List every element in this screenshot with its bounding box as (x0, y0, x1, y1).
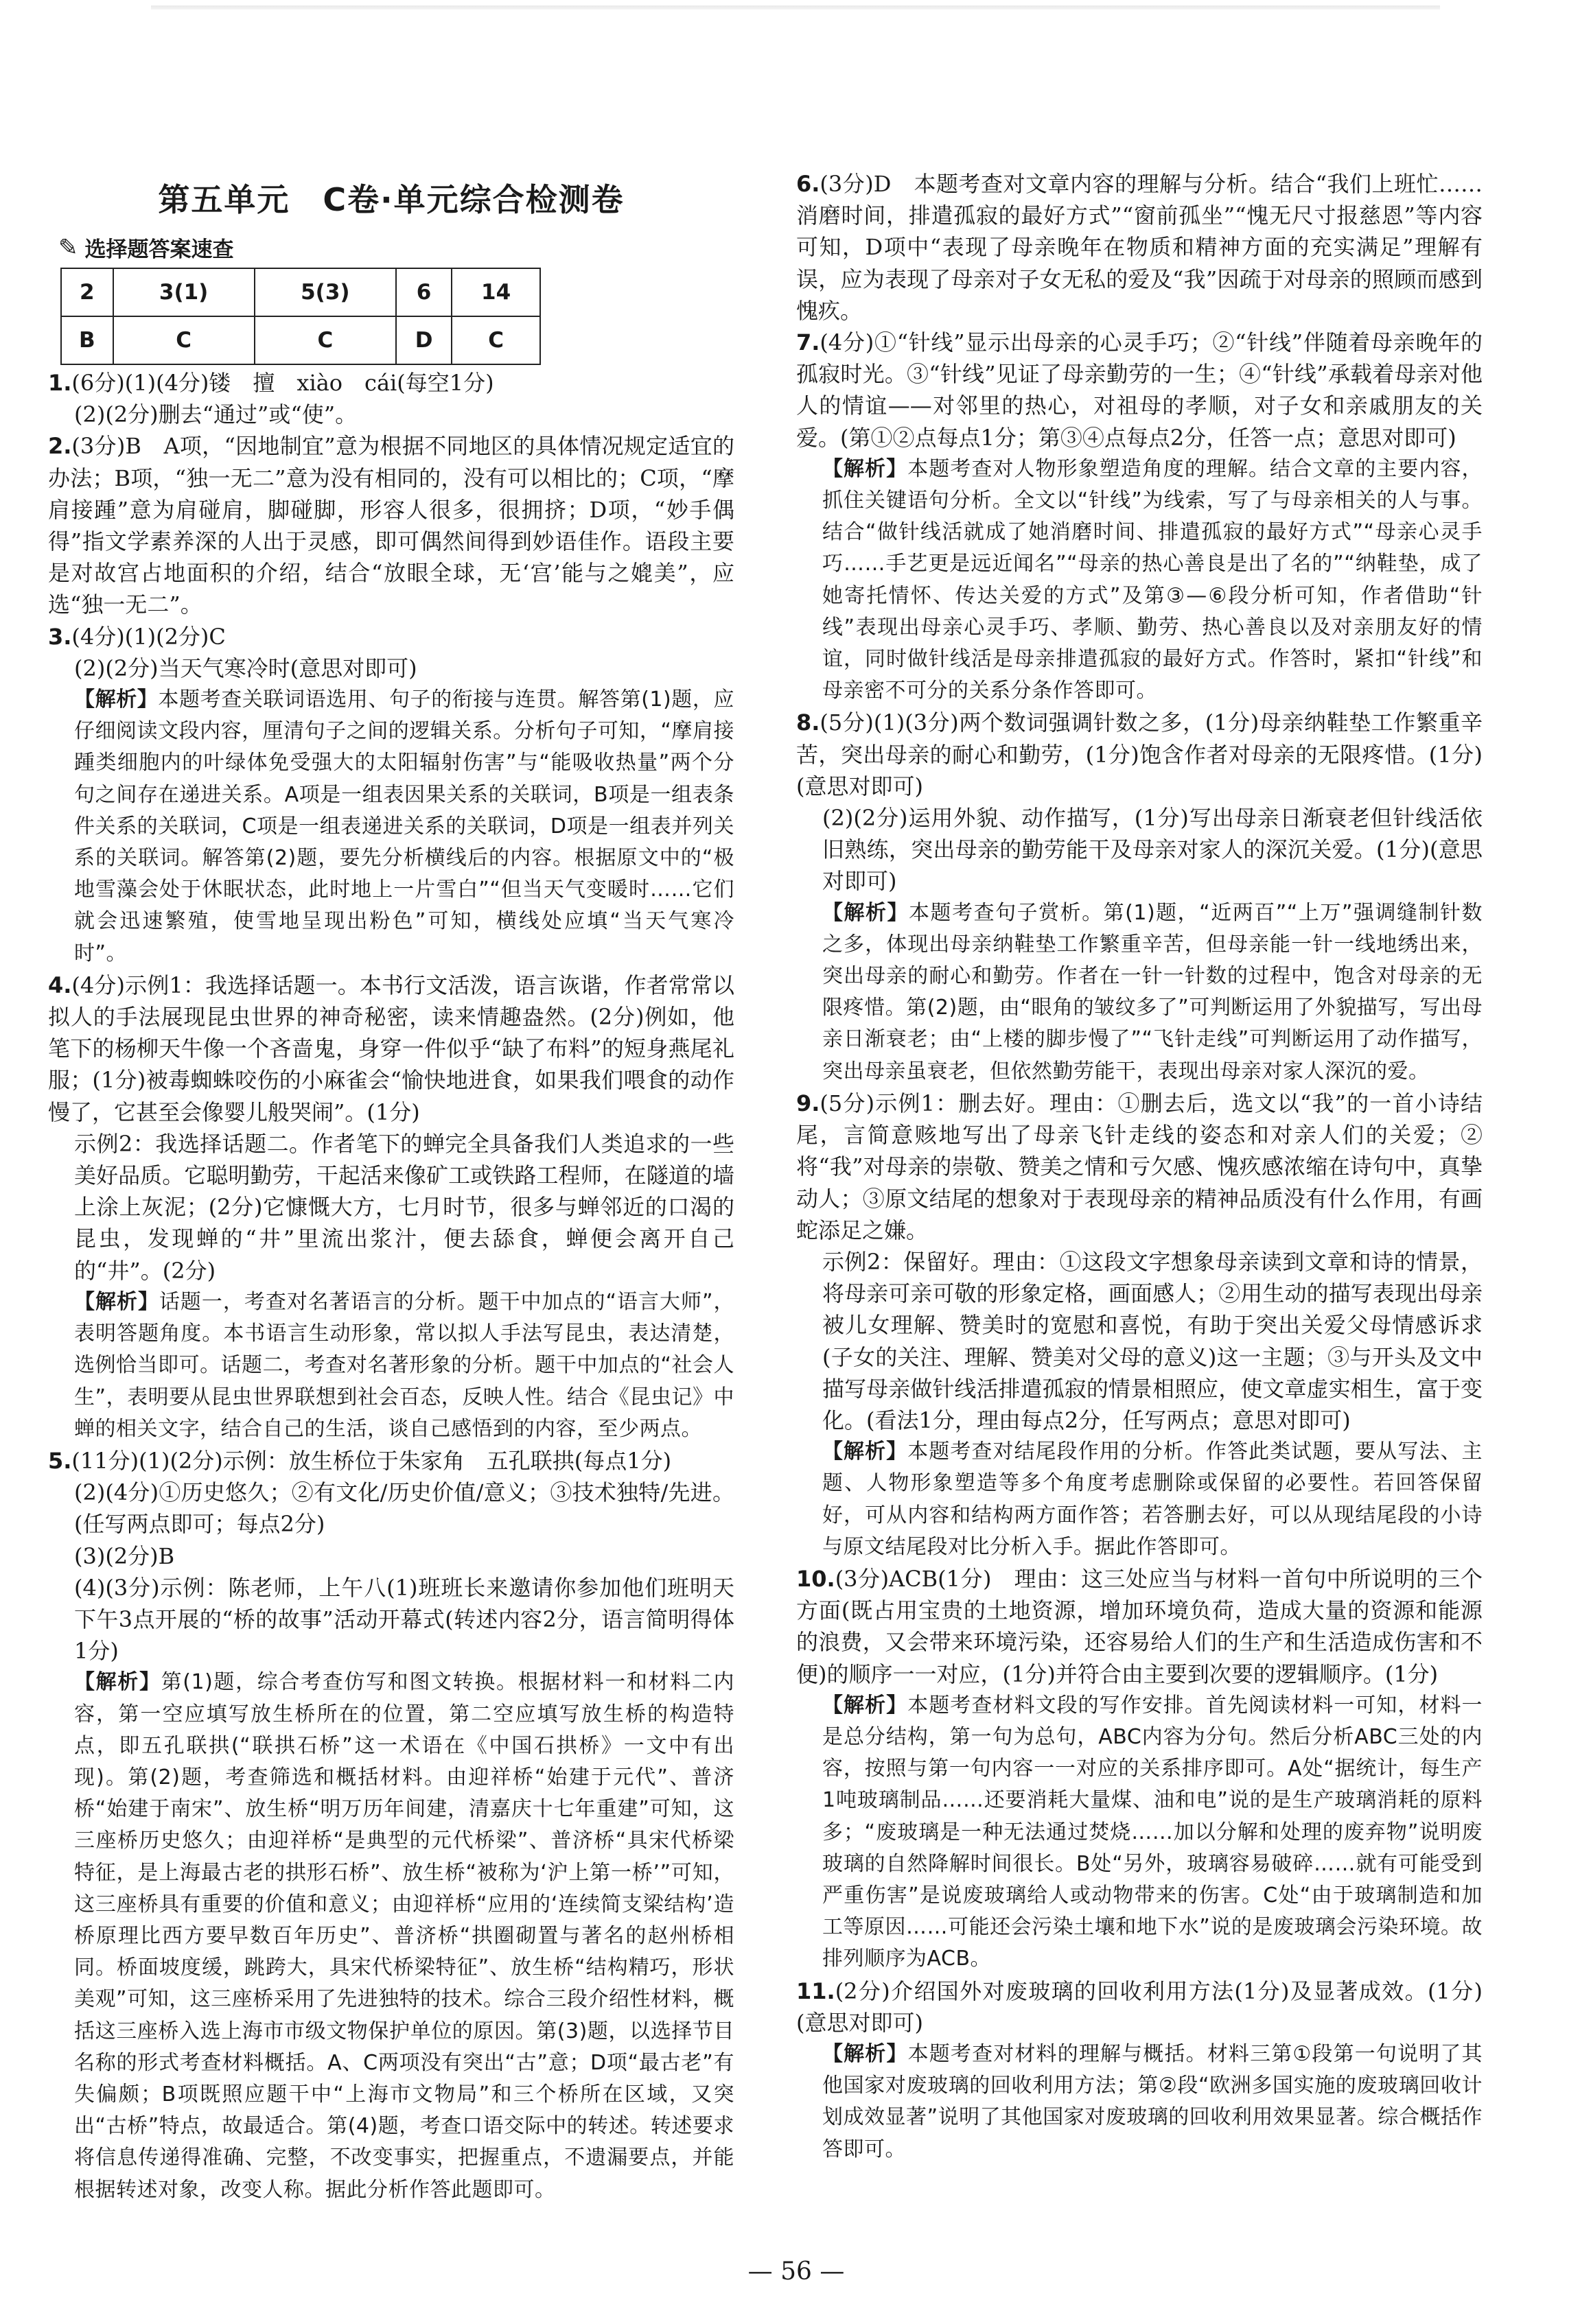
answer-key-question: 3(1) (113, 268, 255, 316)
analysis-paragraph (796, 454, 1483, 707)
answer-key-answer: C (255, 316, 396, 364)
answer-key-question: 2 (61, 268, 113, 316)
answer-text: (2)(2分)运用外貌、动作描写，(1分)写出母亲日渐衰老但针线活依旧熟练，突出母亲的勤劳能干及母亲对家人的深沉关爱。(1分)(意思对即可) (822, 805, 1483, 895)
analysis-paragraph (48, 1667, 734, 2205)
answer-sub-item (48, 399, 734, 430)
pencil-icon: ✎ (58, 233, 78, 261)
analysis-tag: 【解析】 (822, 1440, 908, 1464)
question-number: 3. (48, 623, 72, 650)
answer-item (796, 327, 1483, 454)
answer-text: 本题考查对结尾段作用的分析。作答此类试题，要从写法、主题、人物形象塑造等多个角度考虑删除或保留的必要性。若回答保留好，可从内容和结构两方面作答；若答删去好，可以从现结尾段的小诗与原文结尾段对比分析入手。据此作答即可。 (822, 1440, 1483, 1559)
answer-text: (3分)D 本题考查对文章内容的理解与分析。结合“我们上班忙……消磨时间，排遣孤寂的最好方式”“窗前孤坐”“愧无尺寸报慈恩”等内容可知，D项中“表现了母亲晚年在物质和精神方面的充实满足”理解有误，应为表现了母亲对子女无私的爱及“我”因疏于对母亲的照顾而感到愧疚。 (796, 171, 1483, 324)
analysis-paragraph (796, 2039, 1483, 2165)
answer-sub-item (48, 1477, 734, 1540)
question-number: 8. (796, 709, 820, 736)
answer-text: 第(1)题，综合考查仿写和图文转换。根据材料一和材料二内容，第一空应填写放生桥所在的位置，第二空应填写放生桥的构造特点，即五孔联拱(“联拱石桥”这一术语在《中国石拱桥》一文中有出现)。第(2)题，考查筛选和概括材料。由迎祥桥“始建于元代”、普济桥“始建于南宋”、放生桥“明万历年间建，清嘉庆十七年重建”可知，这三座桥历史悠久；由迎祥桥“是典型的元代桥梁”、普济桥“具宋代桥梁特征，是上海最古老的拱形石桥”、放生桥“被称为‘沪上第一桥’”可知，这三座桥具有重要的价值和意义；由迎祥桥“应用的‘连续简支梁结构’造桥原理比西方要早数百年历史”、普济桥“拱圈砌置与著名的赵州桥相同。桥面坡度缓，跳跨大，具宋代桥梁特征”、放生桥“结构精巧，形状美观”可知，这三座桥采用了先进独特的技术。综合三段介绍性材料，概括这三座桥入选上海市市级文物保护单位的原因。第(3)题，以选择节目名称的形式考查材料概括。A、C两项没有突出“古”意；D项“最古老”有失偏颇；B项既照应题干中“上海市文物局”和三个桥所在区域，又突出“古桥”特点，故最适合。第(4)题，考查口语交际中的转述。转述要求将信息传递得准确、完整，不改变事实，把握重点，不遗漏要点，并能根据转述对象，改变人称。据此分析作答此题即可。 (74, 1670, 734, 2202)
right-column (796, 168, 1483, 2165)
analysis-paragraph (796, 897, 1483, 1088)
question-number: 2. (48, 433, 72, 460)
question-number: 5. (48, 1447, 72, 1474)
analysis-tag: 【解析】 (74, 688, 159, 712)
answer-item (48, 1445, 734, 1477)
answer-key-answer: D (396, 316, 452, 364)
question-number: 9. (796, 1090, 820, 1116)
question-number: 10. (796, 1565, 835, 1592)
analysis-paragraph (796, 1690, 1483, 1975)
answer-sub-item (48, 1540, 734, 1572)
question-number: 4. (48, 972, 72, 998)
answer-text: (2)(4分)①历史悠久；②有文化/历史价值/意义；③技术独特/先进。(任写两点即可；每点2分) (74, 1479, 734, 1538)
answer-item (48, 621, 734, 653)
answer-text: 话题一，考查对名著语言的分析。题干中加点的“语言大师”，表明答题角度。本书语言生动形象，常以拟人手法写昆虫，表达清楚，选例恰当即可。话题二，考查对名著形象的分析。题干中加点的“社会人生”，表明要从昆虫世界联想到社会百态，反映人性。结合《昆虫记》中蝉的相关文字，结合自己的生活，谈自己感悟到的内容，至少两点。 (74, 1289, 735, 1441)
answer-text: (3分)B A项，“因地制宜”意为根据不同地区的具体情况规定适宜的办法；B项，“独一无二”意为没有相同的，没有可以相比的；C项，“摩肩接踵”意为肩碰肩，脚碰脚，形容人很多，很拥挤；D项，“妙手偶得”指文学素养深的人出于灵感，即可偶然间得到妙语佳作。语段主要是对故宫占地面积的介绍，结合“放眼全球，无‘宫’能与之媲美”，应选“独一无二”。 (48, 433, 734, 618)
answer-text: 本题考查材料文段的写作安排。首先阅读材料一可知，材料一是总分结构，第一句为总句，ABC内容为分句。然后分析ABC三处的内容，按照与第一句内容一一对应的关系排序即可。A处“据统计，每生产1吨玻璃制品……还要消耗大量煤、油和电”说的是生产玻璃消耗的原料多；“废玻璃是一种无法通过焚烧……加以分解和处理的废弃物”说明废玻璃的自然降解时间很长。B处“另外，玻璃容易破碎……就有可能受到严重伤害”是说废玻璃给人或动物带来的伤害。C处“由于玻璃制造和加工等原因……可能还会污染土壤和地下水”说的是废玻璃会污染环境。故排列顺序为ACB。 (822, 1693, 1483, 1971)
answer-item (48, 367, 734, 399)
answer-item (796, 707, 1483, 802)
answer-item (796, 168, 1483, 327)
answer-text: (4分)示例1：我选择话题一。本书行文活泼，语言诙谐，作者常常以拟人的手法展现昆虫世界的神奇秘密，读来情趣盎然。(2分)例如，他笔下的杨柳天牛像一个吝啬鬼，身穿一件似乎“缺了布料”的短身燕尾礼服；(1分)被毒蜘蛛咬伤的小麻雀会“愉快地进食，如果我们喂食的动作慢了，它甚至会像婴儿般哭闹”。(1分) (48, 972, 734, 1125)
analysis-tag: 【解析】 (822, 456, 908, 481)
analysis-tag: 【解析】 (822, 1693, 908, 1717)
answer-sub-item (48, 1128, 734, 1287)
answer-text: (4)(3分)示例：陈老师，上午八(1)班班长来邀请你参加他们班明天下午3点开展的“桥的故事”活动开幕式(转述内容2分，语言简明得体1分) (74, 1574, 734, 1665)
page-number: — 56 — (747, 2257, 845, 2286)
answer-text: (4分)(1)(2分)C (71, 623, 226, 650)
analysis-tag: 【解析】 (74, 1289, 159, 1314)
analysis-paragraph (796, 1436, 1483, 1563)
answer-key-question-row (61, 268, 540, 316)
answer-key-answer: B (61, 316, 113, 364)
page-title: 第五单元 C卷·单元综合检测卷 (158, 181, 625, 218)
answer-text: 本题考查关联词语选用、句子的衔接与连贯。解答第(1)题，应仔细阅读文段内容，厘清句子之间的逻辑关系。分析句子可知，“摩肩接踵类细胞内的叶绿体免受强大的太阳辐射伤害”与“能吸收热量”两个分句之间存在递进关系。A项是一组表因果关系的关联词，B项是一组表条件关系的关联词，C项是一组表递进关系的关联词，D项是一组表并列关系的关联词。解答第(2)题，要先分析横线后的内容。根据原文中的“极地雪藻会处于休眠状态，此时地上一片雪白”“但当天气变暖时……它们就会迅速繁殖，使雪地呈现出粉色”可知，横线处应填“当天气寒冷时”。 (74, 688, 735, 965)
analysis-paragraph (48, 684, 734, 970)
answer-text: (3分)ACB(1分) 理由：这三处应当与材料一首句中所说明的三个方面(既占用宝贵的土地资源，增加环境负荷，造成大量的资源和能源的浪费，又会带来环境污染，还容易给人们的生产和生活造成伤害和不便)的顺序一一对应，(1分)并符合由主要到次要的逻辑顺序。(1分) (796, 1565, 1483, 1687)
answer-key-answer: C (113, 316, 255, 364)
top-decoration-bar (151, 5, 1440, 10)
answer-item (796, 1563, 1483, 1690)
answer-key-table (60, 268, 541, 365)
analysis-tag: 【解析】 (822, 900, 909, 925)
answer-sub-item (48, 1572, 734, 1667)
answer-text: (2分)介绍国外对废玻璃的回收利用方法(1分)及显著成效。(1分)(意思对即可) (796, 1977, 1483, 2036)
answer-key-heading-label: 选择题答案速查 (84, 237, 234, 262)
answer-item (796, 1088, 1483, 1246)
analysis-tag: 【解析】 (74, 1670, 161, 1695)
answer-text: (2)(2分)当天气寒冷时(意思对即可) (74, 655, 417, 681)
question-number: 7. (796, 329, 820, 356)
answer-key-heading (58, 232, 234, 263)
answer-text: (6分)(1)(4分)镂 擅 xiào cái(每空1分) (71, 370, 494, 396)
answer-text: 示例2：保留好。理由：①这段文字想象母亲读到文章和诗的情景，将母亲可亲可敬的形象定格，画面感人；②用生动的描写表现出母亲被儿女理解、赞美时的宽慰和喜悦，有助于突出关爱父母情感诉求(子女的关注、理解、赞美对父母的意义)这一主题；③与开头及文中描写母亲做针线活排遣孤寂的情景相照应，使文章虚实相生，富于变化。(看法1分，理由每点2分，任写两点；意思对即可) (822, 1248, 1483, 1433)
left-column (48, 367, 734, 2206)
question-number: 6. (796, 171, 820, 197)
answer-text: 本题考查对人物形象塑造角度的理解。结合文章的主要内容，抓住关键语句分析。全文以“针线”为线索，写了与母亲相关的人与事。结合“做针线活就成了她消磨时间、排遣孤寂的最好方式”“母亲心灵手巧……手艺更是远近闻名”“母亲的热心善良是出了名的”“纳鞋垫，成了她寄托情怀、传达关爱的方式”及第③—⑥段分析可知，作者借助“针线”表现出母亲心灵手巧、孝顺、勤劳、热心善良以及对亲朋友好的情谊，同时做针线活是母亲排遣孤寂的最好方式。作答时，紧扣“针线”和母亲密不可分的关系分条作答即可。 (822, 456, 1483, 703)
answer-key-answer: C (452, 316, 540, 364)
answer-text: 本题考查对材料的理解与概括。材料三第①段第一句说明了其他国家对废玻璃的回收利用方法；第②段“欧洲多国实施的废玻璃回收计划成效显著”说明了其他国家对废玻璃的回收利用效果显著。综合概括作答即可。 (822, 2041, 1483, 2161)
question-number: 11. (796, 1977, 835, 2004)
answer-key-question: 14 (452, 268, 540, 316)
answer-key-question: 5(3) (255, 268, 396, 316)
answer-item (48, 970, 734, 1128)
question-number: 1. (48, 370, 72, 396)
analysis-paragraph (48, 1287, 734, 1445)
answer-sub-item (796, 1246, 1483, 1436)
answer-item (796, 1975, 1483, 2039)
answer-text: (4分)①“针线”显示出母亲的心灵手巧；②“针线”伴随着母亲晚年的孤寂时光。③“针线”见证了母亲勤劳的一生；④“针线”承载着母亲对他人的情谊——对邻里的热心，对祖母的孝顺，对子女和亲戚朋友的关爱。(第①②点每点1分；第③④点每点2分，任答一点；意思对即可) (796, 329, 1483, 451)
answer-sub-item (48, 653, 734, 684)
answer-key-question: 6 (396, 268, 452, 316)
answer-item (48, 430, 734, 620)
analysis-tag: 【解析】 (822, 2041, 908, 2066)
answer-text: 示例2：我选择话题二。作者笔下的蝉完全具备我们人类追求的一些美好品质。它聪明勤劳，干起活来像矿工或铁路工程师，在隧道的墙上涂上灰泥；(2分)它慷慨大方，七月时节，很多与蝉邻近的口渴的昆虫，发现蝉的“井”里流出浆汁，便去舔食，蝉便会离开自己的“井”。(2分) (74, 1130, 734, 1284)
answer-key-answer-row (61, 316, 540, 364)
answer-sub-item (796, 802, 1483, 897)
answer-text: (5分)示例1：删去好。理由：①删去后，选文以“我”的一首小诗结尾，言简意赅地写出了母亲飞针走线的姿态和对亲人们的关爱；②将“我”对母亲的崇敬、赞美之情和亏欠感、愧疚感浓缩在诗句中，真挚动人；③原文结尾的想象对于表现母亲的精神品质没有什么作用，有画蛇添足之嫌。 (796, 1090, 1483, 1243)
answer-text: (2)(2分)删去“通过”或“使”。 (74, 401, 358, 428)
answer-text: 本题考查句子赏析。第(1)题，“近两百”“上万”强调缝制针数之多，体现出母亲纳鞋垫工作繁重辛苦，但母亲能一针一线地绣出来，突出母亲的耐心和勤劳。作者在一针一针数的过程中，饱含对母亲的无限疼惜。第(2)题，由“眼角的皱纹多了”可判断运用了外貌描写，写出母亲日渐衰老；由“上楼的脚步慢了”“飞针走线”可判断运用了动作描写，突出母亲虽衰老，但依然勤劳能干，表现出母亲对家人深沉的爱。 (822, 900, 1483, 1083)
answer-text: (5分)(1)(3分)两个数词强调针数之多，(1分)母亲纳鞋垫工作繁重辛苦，突出母亲的耐心和勤劳，(1分)饱含作者对母亲的无限疼惜。(1分)(意思对即可) (796, 709, 1483, 799)
answer-text: (3)(2分)B (74, 1542, 175, 1569)
answer-text: (11分)(1)(2分)示例：放生桥位于朱家角 五孔联拱(每点1分) (71, 1447, 672, 1474)
